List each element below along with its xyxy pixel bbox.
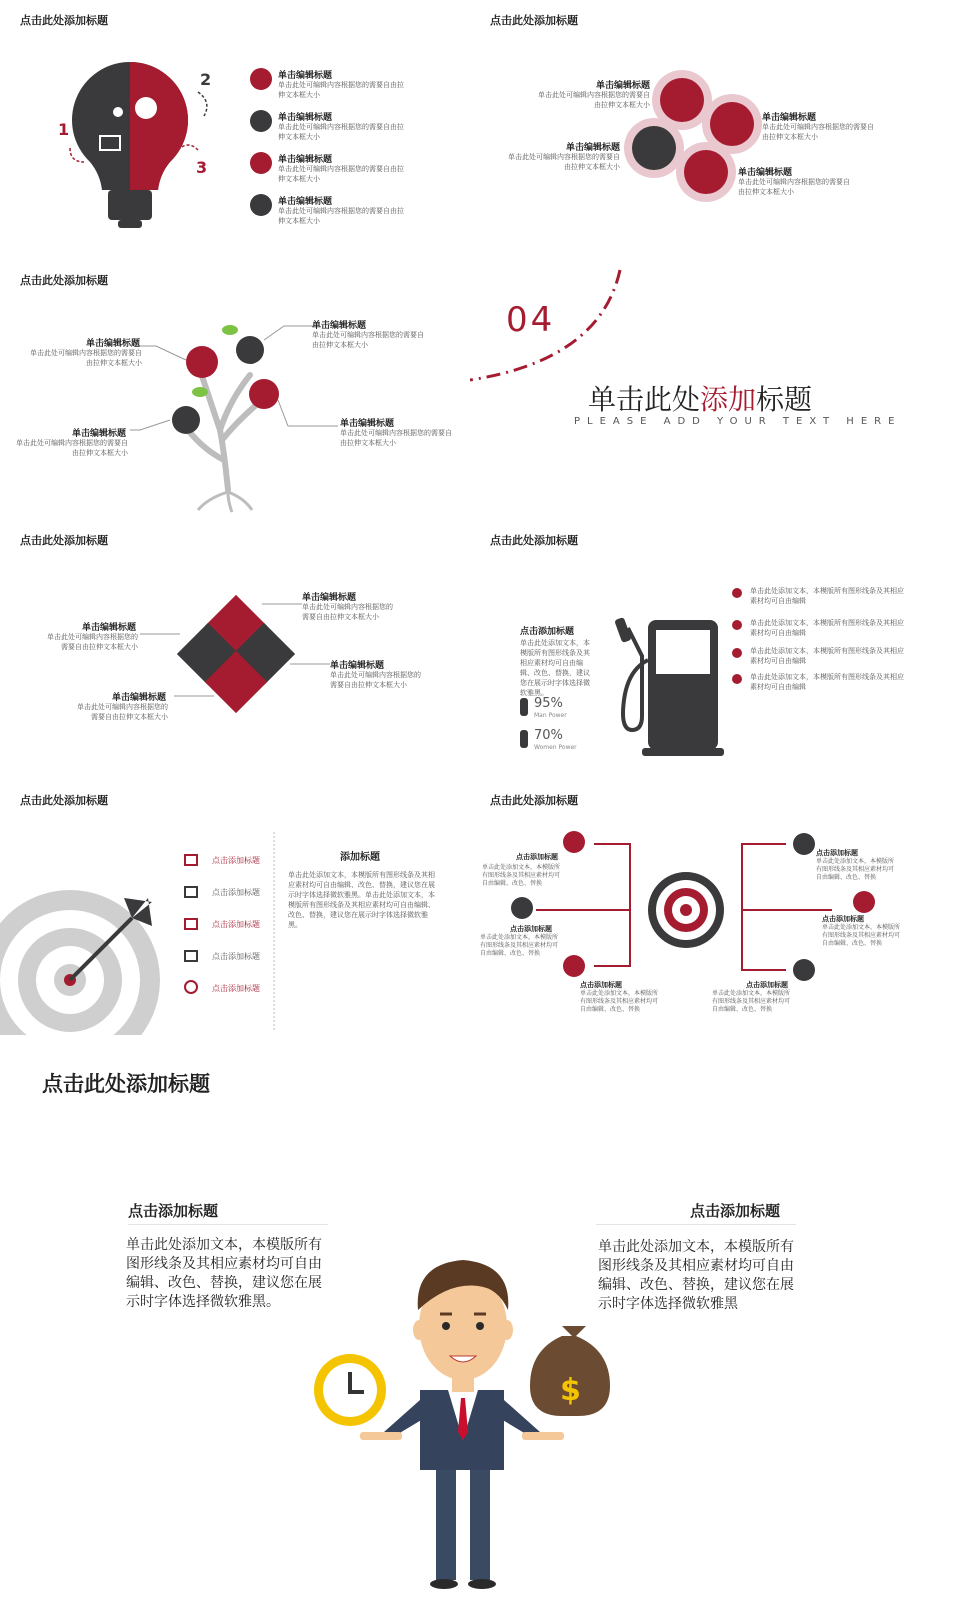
- item-desc: 单击此处可编辑内容根据您的需要自由拉伸文本框大小: [278, 207, 404, 225]
- item-desc: 单击此处可编辑内容根据您的需要自由拉伸文本框大小: [278, 81, 404, 99]
- businessman-illustration: [0, 1060, 960, 1620]
- slide-clover: [470, 0, 940, 255]
- section-title-accent: 添加: [700, 383, 757, 416]
- dart-item-2: 点击添加标题: [212, 888, 260, 897]
- puzzle-desc-1: 单击此处可编辑内容根据您的需要自由拉伸文本框大小: [47, 633, 138, 651]
- clover-desc-4: 单击此处可编辑内容根据您的需要自由拉伸文本框大小: [738, 178, 850, 196]
- slide-fuel: [470, 520, 940, 775]
- target-desc-2: 单击此处添加文本，本模版所有图形线条及其相应素材均可自由编辑、改色、替换: [480, 934, 559, 957]
- section-title: [588, 378, 812, 418]
- tree-title-1: 单击编辑标题: [85, 339, 140, 349]
- item-title: 单击编辑标题: [278, 113, 333, 123]
- section-title-c: 标题: [756, 383, 813, 416]
- fuel-bullet-3: 单击此处添加文本，本模版所有图形线条及其相应素材均可自由编辑: [750, 647, 904, 665]
- item-desc: 单击此处可编辑内容根据您的需要自由拉伸文本框大小: [278, 165, 404, 183]
- slide-bulb: [0, 0, 470, 255]
- target-title-2: 点击添加标题: [510, 925, 552, 933]
- bulb-label-3: 3: [196, 158, 208, 177]
- tree-desc-1: 单击此处可编辑内容根据您的需要自由拉伸文本框大小: [30, 349, 142, 367]
- item-title: 单击编辑标题: [278, 71, 333, 81]
- slide-title: 点击此处添加标题: [20, 14, 108, 27]
- puzzle-desc-2: 单击此处可编辑内容根据您的需要自由拉伸文本框大小: [302, 603, 393, 621]
- slide-dart: [0, 780, 470, 1035]
- fuel-title: 点击添加标题: [520, 627, 575, 637]
- bulb-label-1: 1: [58, 120, 70, 139]
- dart-item-icon: [184, 980, 198, 994]
- fuel-bullet-icon: [732, 648, 742, 658]
- item-desc: 单击此处可编辑内容根据您的需要自由拉伸文本框大小: [278, 123, 404, 141]
- slide-title: 点击此处添加标题: [20, 794, 108, 807]
- section-title-a: 单击此处: [588, 383, 701, 416]
- clover-title-1: 单击编辑标题: [595, 81, 650, 91]
- section-subtitle: PLEASE ADD YOUR TEXT HERE: [574, 416, 902, 427]
- target-desc-1: 单击此处添加文本，本模版所有图形线条及其相应素材均可自由编辑、改色、替换: [482, 864, 561, 887]
- target-title-4: 点击添加标题: [816, 849, 858, 857]
- left-title: 点击添加标题: [128, 1202, 219, 1220]
- fuel-bullet-4: 单击此处添加文本，本模版所有图形线条及其相应素材均可自由编辑: [750, 673, 904, 691]
- tree-title-3: 单击编辑标题: [71, 429, 126, 439]
- right-desc: 单击此处添加文本，本模版所有图形线条及其相应素材均可自由编辑、改色、替换，建议您在展示时字体选择微软雅黑: [598, 1239, 794, 1312]
- slide-tree: [0, 260, 470, 515]
- women-label: Women Power: [534, 744, 577, 751]
- slide-title: 点击此处添加标题: [490, 14, 578, 27]
- dart-item-icon: [184, 918, 198, 930]
- right-title: 点击添加标题: [690, 1202, 781, 1220]
- slide-man: [0, 1060, 960, 1620]
- bullet-4: [250, 194, 272, 216]
- dart-item-icon: [184, 950, 198, 962]
- slide-title: 点击此处添加标题: [490, 794, 578, 807]
- woman-icon: [520, 730, 528, 748]
- bullet-1: [250, 68, 272, 90]
- item-title: 单击编辑标题: [278, 155, 333, 165]
- clover-desc-1: 单击此处可编辑内容根据您的需要自由拉伸文本框大小: [538, 91, 650, 109]
- puzzle-desc-4: 单击此处可编辑内容根据您的需要自由拉伸文本框大小: [77, 703, 168, 721]
- man-icon: [520, 698, 528, 716]
- dart-heading: 添加标题: [340, 852, 380, 863]
- target-title-1: 点击添加标题: [516, 853, 558, 861]
- tree-desc-2: 单击此处可编辑内容根据您的需要自由拉伸文本框大小: [312, 331, 424, 349]
- clover-desc-2: 单击此处可编辑内容根据您的需要自由拉伸文本框大小: [762, 123, 874, 141]
- bulb-label-2: 2: [200, 70, 212, 89]
- women-pct: 70%: [534, 728, 563, 743]
- men-label: Man Power: [534, 712, 567, 719]
- puzzle-desc-3: 单击此处可编辑内容根据您的需要自由拉伸文本框大小: [330, 671, 421, 689]
- puzzle-title-1: 单击编辑标题: [81, 623, 136, 633]
- slide-title: 点击此处添加标题: [490, 534, 578, 547]
- dart-item-4: 点击添加标题: [212, 952, 260, 961]
- target-desc-3: 单击此处添加文本，本模版所有图形线条及其相应素材均可自由编辑、改色、替换: [580, 990, 659, 1013]
- svg-text:$: $: [560, 1373, 581, 1408]
- item-title: 单击编辑标题: [278, 197, 333, 207]
- target-title-3: 点击添加标题: [580, 981, 622, 989]
- slide-puzzle: [0, 520, 470, 775]
- clover-title-3: 单击编辑标题: [565, 143, 620, 153]
- puzzle-title-4: 单击编辑标题: [111, 693, 166, 703]
- man-slide-title: 点击此处添加标题: [42, 1072, 210, 1096]
- dart-item-5: 点击添加标题: [212, 984, 260, 993]
- tree-graphic: [0, 260, 470, 515]
- dart-item-1: 点击添加标题: [212, 856, 260, 865]
- dart-item-icon: [184, 886, 198, 898]
- left-desc: 单击此处添加文本，本模版所有图形线条及其相应素材均可自由编辑、改色、替换，建议您在展示时字体选择微软雅黑。: [126, 1237, 322, 1310]
- fuel-bullet-2: 单击此处添加文本，本模版所有图形线条及其相应素材均可自由编辑: [750, 619, 904, 637]
- slide-title: 点击此处添加标题: [20, 274, 108, 287]
- target-title-6: 点击添加标题: [746, 981, 788, 989]
- bullet-2: [250, 110, 272, 132]
- tree-desc-3: 单击此处可编辑内容根据您的需要自由拉伸文本框大小: [16, 439, 128, 457]
- bullet-3: [250, 152, 272, 174]
- clover-title-2: 单击编辑标题: [762, 113, 817, 123]
- fuel-bullet-icon: [732, 620, 742, 630]
- fuel-bullet-icon: [732, 674, 742, 684]
- men-pct: 95%: [534, 696, 563, 711]
- target-desc-6: 单击此处添加文本，本模版所有图形线条及其相应素材均可自由编辑、改色、替换: [712, 990, 791, 1013]
- dart-item-icon: [184, 854, 198, 866]
- dart-item-3: 点击添加标题: [212, 920, 260, 929]
- target-desc-5: 单击此处添加文本，本模版所有图形线条及其相应素材均可自由编辑、改色、替换: [822, 924, 901, 947]
- fuel-bullet-icon: [732, 588, 742, 598]
- target-desc-4: 单击此处添加文本，本模版所有图形线条及其相应素材均可自由编辑、改色、替换: [816, 858, 895, 881]
- puzzle-title-3: 单击编辑标题: [330, 661, 385, 671]
- clover-title-4: 单击编辑标题: [738, 168, 793, 178]
- dart-desc: 单击此处添加文本，本模版所有图形线条及其相应素材均可自由编辑、改色、替换，建议您在展示时字体选择微软雅黑。单击此处添加文本，本模版所有图形线条及其相应素材均可自由编辑、改色、替换，建议您在展示时字体选择微软雅黑。: [288, 871, 435, 929]
- target-title-5: 点击添加标题: [822, 915, 864, 923]
- tree-desc-4: 单击此处可编辑内容根据您的需要自由拉伸文本框大小: [340, 429, 452, 447]
- slide-target: [470, 780, 940, 1035]
- target-arrows-graphic: [470, 780, 940, 1035]
- tree-title-2: 单击编辑标题: [312, 321, 367, 331]
- fuel-desc: 单击此处添加文本，本模版所有图形线条及其相应素材均可自由编辑、改色、替换，建议您在展示时字体选择微软雅黑。: [520, 639, 590, 697]
- tree-title-4: 单击编辑标题: [340, 419, 395, 429]
- puzzle-title-2: 单击编辑标题: [302, 593, 357, 603]
- slide-section: [470, 260, 940, 515]
- clover-desc-3: 单击此处可编辑内容根据您的需要自由拉伸文本框大小: [508, 153, 620, 171]
- section-number: 04: [506, 300, 556, 340]
- slide-title: 点击此处添加标题: [20, 534, 108, 547]
- fuel-bullet-1: 单击此处添加文本，本模版所有图形线条及其相应素材均可自由编辑: [750, 587, 904, 605]
